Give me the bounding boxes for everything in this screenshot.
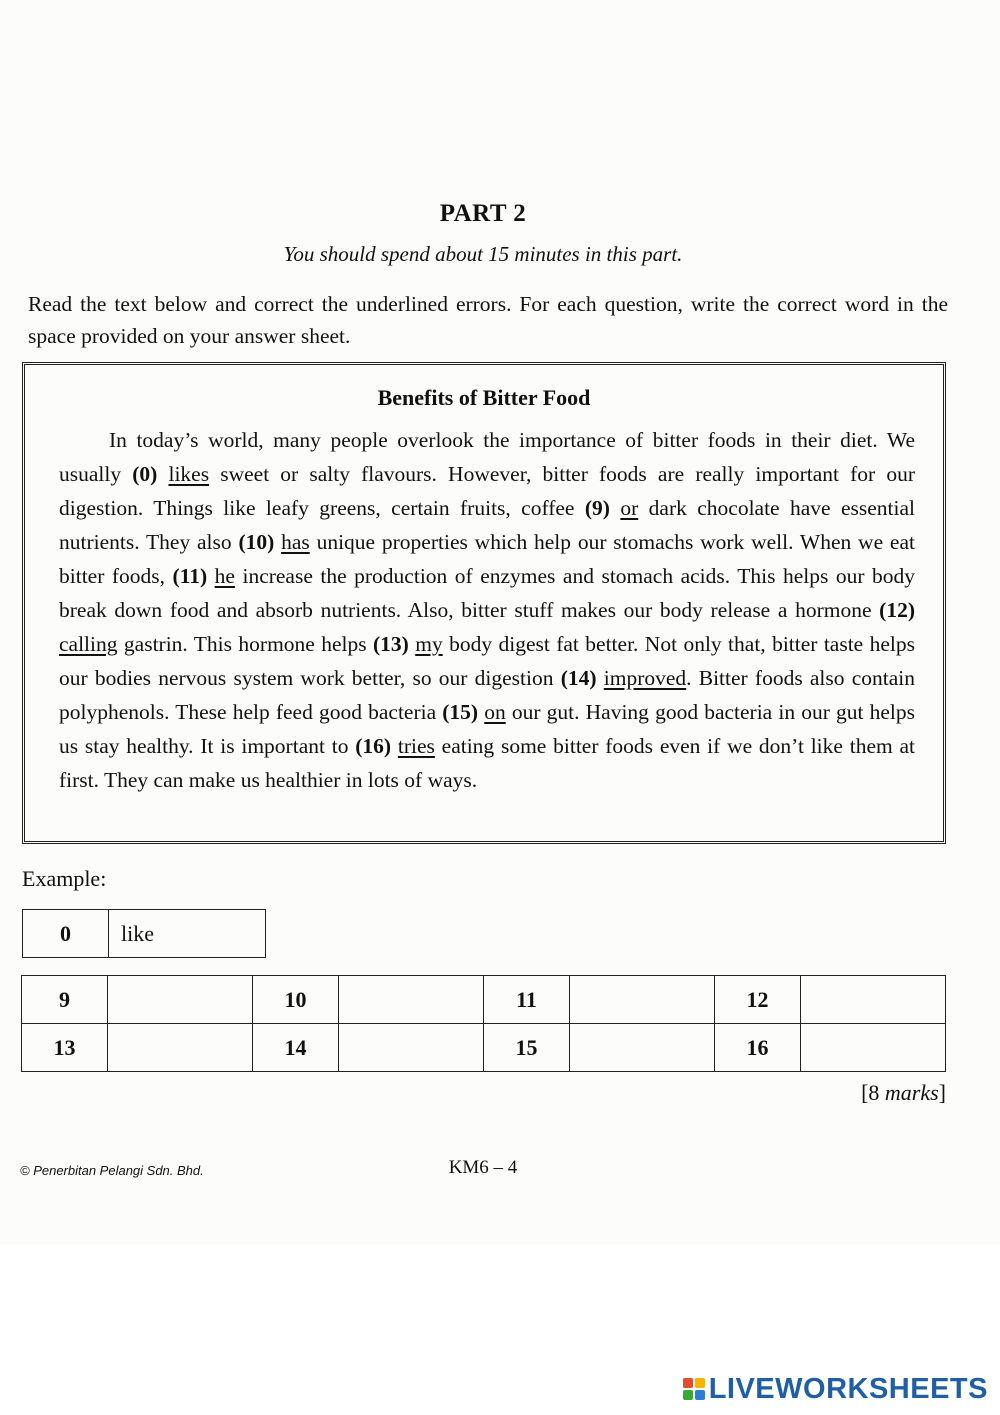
marks-label: [8 marks] [861,1080,946,1105]
passage-text: In today’s world, many people overlook the importance of bitter foods in their diet. We usually (0) likes sweet or salty flavours. However, bitter foods are really important for our digestion. Things like leafy greens, certain fruits, coffee (9) or dark chocolate have essential nutrients. They also (10) has unique properties which help our stomachs work well. When we eat bitter foods, (11) he increase the production of enzymes and stomach acids. This helps our body break down food and absorb nutrients. Also, bitter stuff makes our body release a hormone (12) calling gastrin. This hormone helps (13) my body digest fat better. Not only that, bitter taste helps our bodies nervous system work better, so our digestion (14) improved. Bitter foods also contain polyphenols. These help feed good bacteria (15) on our gut. Having good bacteria in our gut helps us stay healthy. It is important to (16) tries eating some bitter foods even if we don’t like them at first. They can make us healthier in lots of ways. [59,428,916,792]
example-answer: like [109,910,266,958]
answer-cell-13[interactable] [108,1024,253,1072]
answer-cell-11[interactable] [570,976,715,1024]
underlined-error: calling [59,632,118,656]
instructions: Read the text below and correct the underlined errors. For each question, write the correct word in the space provided on your answer sheet. [28,292,948,348]
answer-number-11: 11 [484,976,570,1024]
example-row [23,910,266,958]
answer-cell-16[interactable] [801,1024,946,1072]
answer-number-12: 12 [715,976,801,1024]
question-number: (0) [132,462,158,486]
logo-square-3 [695,1390,705,1400]
question-number: (10) [238,530,275,554]
question-number: (9) [584,496,610,520]
passage-title: Benefits of Bitter Food [377,385,591,410]
part-subtitle: You should spend about 15 minutes in this part. [283,242,683,266]
answer-number-13: 13 [22,1024,108,1072]
underlined-error: he [214,564,235,588]
liveworksheets-logo [683,1374,988,1404]
liveworksheets-logo-icon [683,1378,705,1400]
answer-table [21,975,946,1072]
brand-text: LIVEWORKSHEETS [708,1372,988,1405]
answer-number-16: 16 [715,1024,801,1072]
question-number: (13) [373,632,409,656]
underlined-error: has [281,530,310,554]
answer-cell-10[interactable] [339,976,484,1024]
answer-cell-12[interactable] [801,976,946,1024]
answer-number-10: 10 [253,976,339,1024]
logo-square-2 [683,1390,693,1400]
answer-number-14: 14 [253,1024,339,1072]
example-table [22,909,266,958]
answer-number-15: 15 [484,1024,570,1072]
underlined-error: tries [397,734,435,758]
passage-box [22,362,946,844]
underlined-error: improved [603,666,687,690]
answer-cell-15[interactable] [570,1024,715,1072]
logo-square-0 [683,1378,693,1388]
answer-row [22,976,946,1024]
page-code: KM6 – 4 [448,1157,518,1178]
logo-square-1 [695,1378,705,1388]
question-number: (14) [560,666,597,690]
question-number: (15) [442,700,479,724]
underlined-error: on [484,700,506,724]
example-number: 0 [23,910,109,958]
answer-cell-9[interactable] [108,976,253,1024]
copyright: © Penerbitan Pelangi Sdn. Bhd. [20,1163,204,1178]
answer-cell-14[interactable] [339,1024,484,1072]
answer-number-9: 9 [22,976,108,1024]
answer-row [22,1024,946,1072]
example-label: Example: [22,866,107,891]
underlined-error: or [620,496,639,520]
part-title: PART 2 [439,200,527,227]
underlined-error: my [415,632,443,656]
question-number: (16) [355,734,392,758]
question-number: (11) [172,564,208,588]
question-number: (12) [879,598,915,622]
underlined-error: likes [168,462,210,486]
